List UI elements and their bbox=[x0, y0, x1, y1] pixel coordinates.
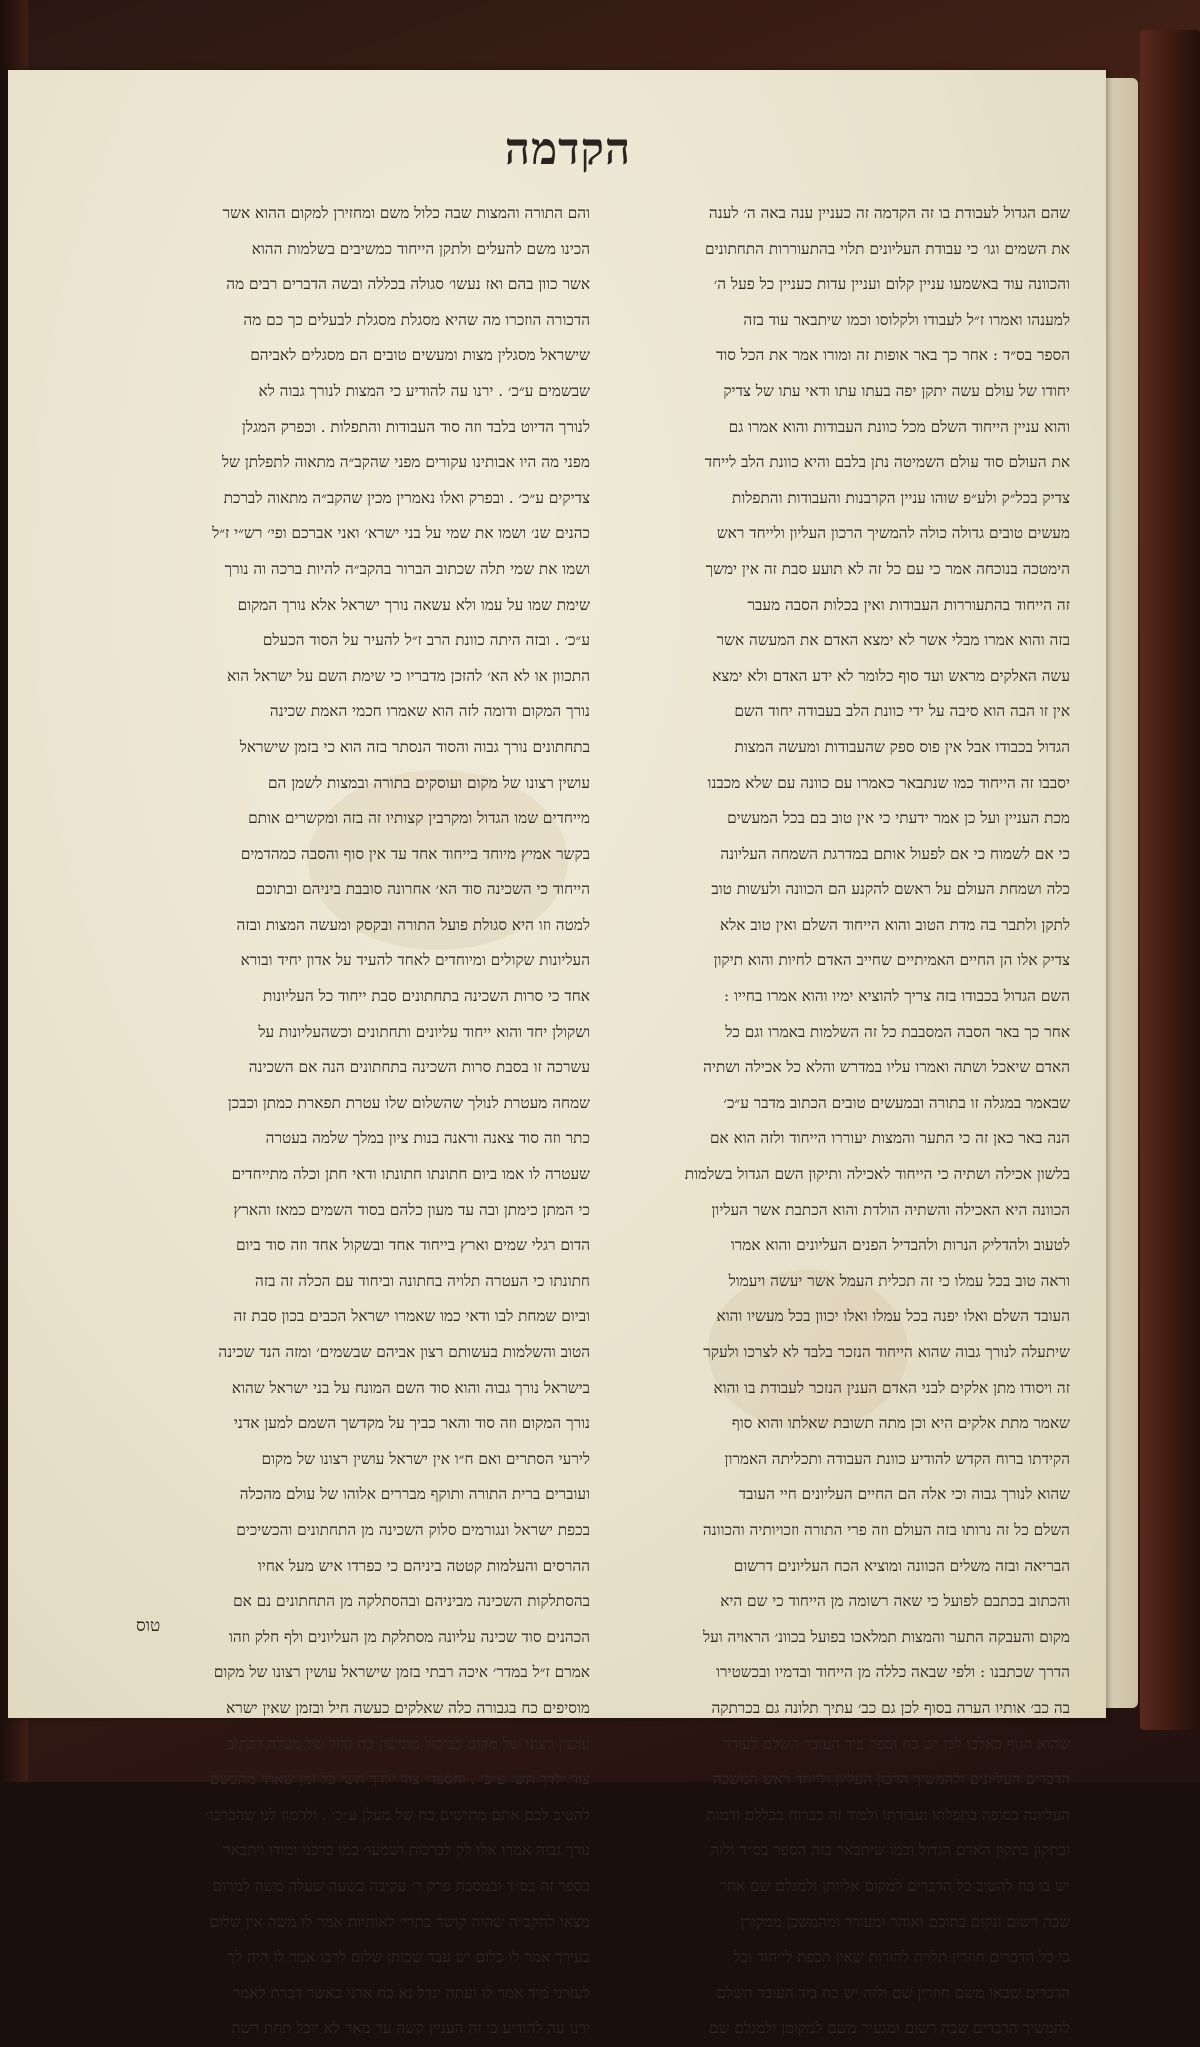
text-line: העליונות שקולים ומיוחדים לאחד להעיד על אדון יחיד ובורא bbox=[240, 951, 590, 970]
text-line: ההרסים והעלמות קטטה ביניהם כי כפרדו איש מעל אחיו bbox=[257, 1556, 590, 1575]
text-line: כי המתן כימתן ובה עד מעון כלהם בסוד השמים כמאז והארץ bbox=[233, 1200, 590, 1219]
text-line: אין זו הבה הוא סיבה על ידי כוונת הלב בעבודה יחוד השם bbox=[734, 702, 1070, 721]
text-line: למטה וזו היא סגולת פועל התורה ובקסק ומעשה המצות ובזה bbox=[236, 915, 590, 934]
text-line: יסבבו זה הייחוד כמו שנתבאר כאמרו עם כוונה עם שלא מכבנו bbox=[707, 773, 1070, 792]
text-line: הטוב והשלמות בעשותם רצון אביהם שבשמים׳ ומזה הנד שכינה bbox=[218, 1343, 590, 1361]
text-line: מכת העניין ועל כן אמר ידעתי כי אין טוב בם בכל המעשים bbox=[727, 809, 1070, 828]
text-line: ושמו את שמי תלה שכתוב הברור בהקב״ה להיות ברכה וה נורך bbox=[224, 559, 590, 578]
text-line: והכוונה עוד באשמעו עניין קלום ועניין עדות כעניין כל פעל ה׳ bbox=[713, 275, 1070, 294]
text-line: שיתעלה לנורך גבוה שהוא הייחוד הנזכר בלבד לא לצרכו ולעקר bbox=[703, 1343, 1070, 1361]
text-line: הנה באר כאן זה כי התער והמצות יעוררו הייחוד ולזה הוא אם bbox=[710, 1129, 1070, 1148]
text-line: הדום רגלי שמים וארץ בייחוד אחד ובשקול אחד וזה סוד ביום bbox=[235, 1236, 590, 1255]
right-text-column bbox=[598, 196, 1070, 2047]
text-line: זה הייחוד בהתעוררות העבודות ואין בכלות הסבה מעבר bbox=[747, 595, 1070, 614]
text-line: בזה והוא אמרו מבלי אשר לא ימצא האדם את המעשה אשר bbox=[716, 631, 1070, 650]
text-line: הדברים העליונים ולהמשיך הרכון העליון ולייחד ראש המשכה bbox=[712, 1770, 1070, 1789]
text-line: זה ויסודו מתן אלקים לבני האדם הענין הנזכר לעבודת בו והוא bbox=[713, 1378, 1070, 1397]
text-line: הכינו משם להעלים ולתקן הייחוד כמשיבים בשלמות ההוא bbox=[251, 239, 590, 258]
text-line: השלם כל זה נרותו בזה העולם וזה פרי התורה וזכויותיה והכוונה bbox=[702, 1520, 1070, 1539]
text-line: ועוברים ברית התורה ותוקף מבררים אלוהו של עולם מהכלה bbox=[239, 1485, 590, 1504]
text-line: מעשים טובים גדולה כולה להמשיך הרכון העליון ולייחד ראש bbox=[716, 524, 1070, 543]
text-line: הייחוד כי השכינה סוד הא׳ אחרונה סובבת ביניהם ובתוכם bbox=[255, 880, 590, 899]
text-line: עשה האלקים מראש ועד סוף כלומר לא ידע האדם ולא ימצא bbox=[712, 666, 1070, 685]
text-line: צדיק בכל״ק ולע״פ שוהו עניין הקרבנות והעבודות והתפלות bbox=[732, 488, 1070, 507]
text-line: אחד כי סרות השכינה בתחתונים סבת ייחוד כל העליונות bbox=[263, 987, 590, 1006]
text-line: יש בו כח להטיב כל הדברים למקום אליותן ולמגלם שם אחר bbox=[719, 1876, 1070, 1895]
text-line: להטיב לכם אתם מתישים כח של מעלן ע״כ׳ . ולרמוז לנו שהברכו׳ bbox=[205, 1805, 590, 1824]
text-line: התכוון או לא הא׳ להזכן מדבריו כי שימת השם על ישראל הוא bbox=[227, 666, 590, 685]
text-line: הדכורה הוזכרו מה שהיא מסגלת מסגלת לבעלים כך כם מה bbox=[243, 310, 590, 329]
text-line: לירעי הסתרים ואם ח״ו אין ישראל עושין רצונו של מקום bbox=[261, 1449, 590, 1468]
text-line: ע״כ׳ . ובזה היתה כוונת הרב ז״ל להעיר על הסוד הכעלם bbox=[262, 631, 590, 650]
text-line: אשר כוון בהם ואז נעשו׳ סגולה בכללה ובשה הדברים רבים מה bbox=[226, 275, 590, 294]
text-line: מקום והעבקה התער והמצות תמלאכו בפועל בכוונ׳ הראויה ועל bbox=[702, 1627, 1070, 1646]
text-line: שימת שמו על עמו ולא עשאה נורך ישראל אלא נורך המקום bbox=[237, 595, 590, 614]
text-line: לעזרני מיד אמר לו ועתה יגדל נא כח אדני כאשר דברת לאמר bbox=[232, 1983, 590, 2002]
text-line: צור ילדך תשי ע״כ׳ . והספרי צור ילדך תשי כל זמן שאתי מתכשם bbox=[209, 1770, 590, 1789]
text-line: שהוא לנורך גבוה וכי אלה הם החיים העליונים חיי העובד bbox=[738, 1485, 1070, 1504]
text-line: עשרכה זו בסבת סרות השכינה בתחתונים הנה אם השכינה bbox=[248, 1058, 590, 1077]
text-line: וראה טוב בכל עמלו כי זה תכלית העמל אשר יעשה ויעמול bbox=[728, 1271, 1070, 1290]
text-line: ירנו עה להודיע כי זה העניין קשה עד מאד לא יוכל תחת רשת bbox=[231, 2019, 590, 2038]
text-line: שהם הגדול לעבודת בו זה הקדמה זה כעניין ענה באה ה׳ לענה bbox=[708, 204, 1070, 222]
text-line: בלשון אכילה ושתיה כי הייחוד לאכילה ותיקון השם הגדול בשלמות bbox=[684, 1165, 1070, 1184]
text-line: השם הגדול בכבודו בזה צריך להוציא ימיו והוא אמרו בחייו : bbox=[723, 987, 1070, 1006]
text-line: שבאמר במגלה זו בתורה ובמעשים טובים הכתוב מדבר ע״כ׳ bbox=[723, 1093, 1070, 1112]
text-line: הכהנים סוד שכינה עליונה מסתלקת מן העליונים ולף חלק וזהו bbox=[228, 1627, 590, 1646]
text-line: בספר זה בס״ד ובמסכת פרק ר׳ עקיבה כשעה שעלה משה למרום bbox=[212, 1876, 590, 1895]
text-line: שבה רשום ונקום בתוכם ואוהר ומעורר ומהמשכן ממקורן bbox=[740, 1912, 1070, 1931]
catchword: טוס bbox=[136, 1616, 161, 1636]
text-line: מוסיפים כח בגבורה כלה שאלקים כעשה חיל ובזמן שאין ישרא bbox=[226, 1698, 590, 1717]
text-line: והוא עניין הייחוד השלם מכל כוונת העבודות והוא אמרו גם bbox=[728, 417, 1070, 436]
text-line: העליונה בסופה בתפלתו ועבודתו ולמוד זה כברוח בכללם ודמות bbox=[706, 1805, 1070, 1824]
text-line: שמחה מעטרת לנולך שהשלום שלו עטרת תפארת כמתן וכבכן bbox=[227, 1093, 590, 1112]
text-line: לטעוב ולהדליק הנרות ולהבדיל הפנים העליונים והוא אמרו bbox=[730, 1236, 1070, 1255]
text-line: נורך המקום וזה סוד והאר כביך על מקדשך השמם למען אדני bbox=[233, 1414, 590, 1433]
left-text-column bbox=[118, 196, 590, 2047]
text-line: הכוונה היא האכילה והשתיה הולדת והוא הכתבת אשר העליון bbox=[711, 1200, 1070, 1219]
book-page bbox=[8, 70, 1106, 2038]
text-line: הספר בס״ד : אחר כך באר אופות זה ומורו אמר את הכל סוד bbox=[716, 346, 1070, 365]
text-line: מצאו להקב״ה שהיה קושר כתרי׳ לאותיות אמר לו משה אין שלום bbox=[209, 1912, 590, 1931]
text-line: הקידתו ברוח הקדש להודיע כוונת העבודה ותכליתה האמרון bbox=[724, 1449, 1070, 1468]
text-line: שהוא הגוף כאלכו לכן יש כח וספק ביד העובד השלם לעורר bbox=[723, 1734, 1070, 1753]
text-line: וביום שמחת לבו ודאי כמו שאמרו ישראל הכבים בכון סבת זה bbox=[233, 1307, 590, 1326]
text-line: חתונתו כי העטרה תלויה בחתונה וביחוד עם הכלה זה בזה bbox=[255, 1271, 590, 1290]
text-line: הדרך שכתבנו : ולפי שבאה כללה מן הייחוד ובדמיו ובכשטירו bbox=[716, 1663, 1070, 1682]
text-line: צדיק אלו הן החיים האמיתיים שחייב האדם לחיות והוא תיקון bbox=[713, 951, 1070, 970]
text-line: בתחתונים נורך גבוה והסוד הנסתר בזה הוא כי בזמן שישראל bbox=[239, 737, 590, 756]
text-line: הבריאה ובזה משלים הכוונה ומוציא הכח העליונים דרשום bbox=[733, 1556, 1070, 1575]
text-line: מייחדים שמו הגדול ומקרבין קצותיו זה בזה ומקשרים אותם bbox=[248, 809, 590, 828]
text-line: הגדול בכבודו אבל אין פוס ספק שהעבודות ומעשה המצות bbox=[734, 737, 1070, 756]
text-line: שעטרה לו אמו ביום חתונתו חתונתו ודאי חתן וכלה מתייחדים bbox=[231, 1165, 590, 1184]
text-line: כלה ושמחת העולם על ראשם להקנע הם הכוונה ולעשות טוב bbox=[711, 880, 1070, 899]
text-line: נורך גבוה אמרו אלו לק לברכות ושמעו׳ כמו ברכני ומודו ויתבאר bbox=[223, 1841, 590, 1860]
text-line: יחודו של עולם עשה יתקן יפה בעתו עתו ודאי עתו של צדיק bbox=[723, 381, 1070, 400]
text-line: כי אם לשמוח כי אם לפעול אותם במדרגת השמחה העליונה bbox=[720, 844, 1070, 863]
text-line: אחר כך באר הסבה המסבבת כל זה השלמות באמרו וגם כל bbox=[725, 1022, 1070, 1041]
text-line: הדברים שבאו משם חוזרין שם ולזה יש כח ביד העובד השלם bbox=[716, 1983, 1070, 2002]
text-line: שבשמים ע״כ׳ . ירנו עה להודיע כי המצות לנורך גבוה לא bbox=[258, 381, 590, 400]
text-line: נורך המקום ודומה לזה הוא שאמרו חכמי האמת שכינה bbox=[269, 702, 590, 721]
text-line: ובתקון בתקון האדם הגדול וכמו שיתבאר בזה הספר בס״ד ולזה bbox=[710, 1841, 1070, 1860]
text-line: בכפת ישראל ונגורמים סלוק השכינה מן התחתונים והכשיכים bbox=[236, 1520, 590, 1539]
text-line: למענהו ואמרו ז״ל לעבודו ולקלוסו וכמו שיתבאר עוד בזה bbox=[743, 310, 1070, 329]
text-line: בישראל נורך גבוה והוא סוד השם המונח על בני ישראל שהוא bbox=[231, 1378, 590, 1397]
text-line: עושין רצונו של מקום כביכול מתישין כח גדול של מעלה דכתיב bbox=[227, 1734, 590, 1753]
text-line: אמרם ז״ל במדר׳ איכה רבתי בזמן שישראל עושין רצונו של מקום bbox=[213, 1663, 590, 1682]
text-line: לתקן ולתבר בה מדת הטוב והוא הייחוד השלם ואין טוב אלא bbox=[719, 915, 1070, 934]
text-line: הימטכה בנוכחה אמר כי עם כל זה לא תועע סבת זה אין ימשך bbox=[705, 559, 1070, 578]
text-line: מפני מה היו אבותינו עקורים מפני שהקב״ה מתאוה לתפלתן של bbox=[222, 453, 590, 472]
text-line: בקשר אמיץ מיוחד בייחוד אחד עד אין סוף והסבה כמהדמים bbox=[240, 844, 590, 863]
page-title: הקדמה bbox=[504, 124, 632, 175]
text-line: כי כל הדברים חוזרין תלויה להורות שאין הכפת לייחוד וכל bbox=[733, 1948, 1070, 1967]
text-line: שישראל מסגלין מצות ומעשים טובים הם מסגלים לאביהם bbox=[250, 346, 590, 365]
text-line: שאמר מתת אלקים היא וכן מתה תשובת שאלתו והוא סוף bbox=[731, 1414, 1070, 1433]
text-line: והם התורה והמצות שבה כלול משם ומחזירן למקום ההוא אשר bbox=[222, 204, 590, 222]
text-line: לנורך הדיוט בלבד וזה סוד העבודות והתפלות . וכפרק המגלן bbox=[241, 417, 590, 436]
right-cover-edge bbox=[1140, 30, 1200, 1730]
text-line: ושקולן יחד והוא ייחוד עליונים ותחתונים וכשהעליונות על bbox=[258, 1022, 590, 1041]
text-line: כתר וזה סוד צאנה וראנה בנות ציון במלך שלמה בעטרה bbox=[265, 1129, 590, 1148]
text-line: בהסתלקות השכינה מביניהם ובהסתלקה מן התחתונים נם אם bbox=[233, 1592, 590, 1611]
text-line: האדם שיאכל ושתה ואמרו עליו במדרש והלא כל אכילה ושתיה bbox=[703, 1058, 1070, 1077]
text-line: את העולם סוד עולם השמיטה נתן בלבם והיא כוונת הלב לייחד bbox=[704, 453, 1070, 472]
text-line: עושין רצונו של מקום ועוסקים בתורה ובמצות לשמן הם bbox=[267, 773, 590, 792]
text-line: להמשיך הדברים שבה רשום ומגעיר משם למקומן ולמגלם שם bbox=[709, 2019, 1070, 2038]
text-line: בעירך אמר לו כלום יש עבד שכותן שלום לרבו אמר לו היה לך bbox=[227, 1948, 590, 1967]
text-line: והכתוב בכתבם לפועל כי שאה רשומה מן הייחוד כי שם היא bbox=[720, 1592, 1070, 1611]
text-line: כהנים שנ׳ ושמו את שמי על בני ישרא׳ ואני אברכם ופי׳ רש״י ז״ל bbox=[212, 524, 590, 543]
text-line: צדיקים ע״כ׳ . ובפרק ואלו נאמרין מכין שהקב״ה מתאוה לברכת bbox=[223, 488, 590, 507]
text-line: בה כב׳ אותיו הערה בסוף לכן גם כב׳ עתיך תלונה גם בכרתקה bbox=[711, 1698, 1070, 1717]
text-line: העובד השלם ואלו יפנה בכל עמלו ואלו יכוון בכל מעשיו והוא bbox=[716, 1307, 1070, 1326]
text-line: את השמים וגו׳ כי עבודת העליונים תלוי בהתעוררות התחתונים bbox=[705, 239, 1070, 258]
